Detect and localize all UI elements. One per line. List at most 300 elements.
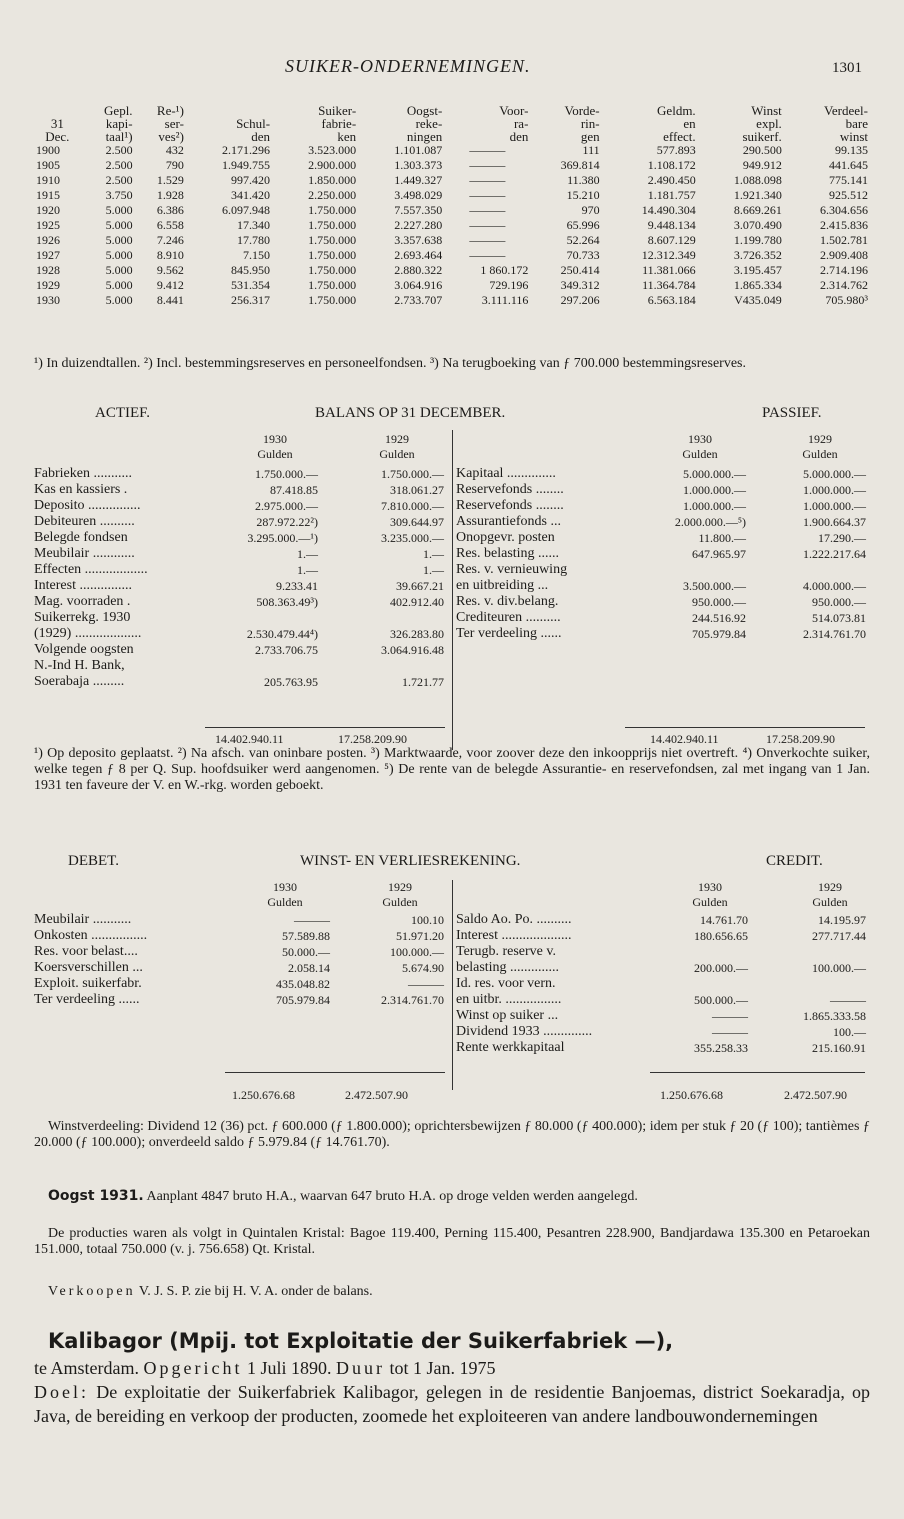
actief-row [34,578,444,594]
actief-value [318,610,444,626]
history-cell: 5.000 [105,278,133,292]
passief-value: 514.073.81 [812,610,866,625]
history-cell: 2.880.322 [394,263,443,277]
history-cell: 2.314.762 [820,278,868,292]
history-cell: 432 [165,143,184,157]
history-column-header [698,104,784,143]
history-table [34,104,870,308]
history-cell: 1920 [36,203,60,217]
credit-row [456,960,866,976]
debet-label: Onkosten ................ [34,928,148,943]
history-cell: 970 [581,203,600,217]
history-cell: 1929 [36,278,60,292]
history-cell: 1.181.757 [647,188,696,202]
actief-row [34,594,444,610]
verkoop-paragraph [48,1284,868,1300]
credit-row [456,992,866,1008]
history-header-line: Gepl. [104,103,133,118]
passief-value: 950.000.— [692,594,746,609]
history-column-header [186,104,272,143]
balans-total-left-1929: 17.258.209.90 [338,732,407,746]
actief-label: Effecten .................. [34,562,148,577]
history-cell: 52.264 [566,233,600,247]
passief-row [456,482,866,498]
history-cell: 6.097.948 [222,203,271,217]
history-cell: 5.000 [105,218,133,232]
passief-row [456,498,866,514]
history-cell: V435.049 [734,293,782,307]
actief-value [194,658,318,674]
balans-total-right-1930: 14.402.940.11 [650,732,719,746]
wv-total-rule-left [225,1072,445,1073]
history-cell: 1925 [36,218,60,232]
passief-row [456,530,866,546]
history-cell: 9.412 [156,278,184,292]
actief-value: 1.750.000.— [255,466,318,481]
debet-label: Meubilair ........... [34,912,132,927]
actief-value: 1.— [423,546,444,561]
actief-value: 1.721.77 [402,674,444,689]
credit-label: Saldo Ao. Po. .......... [456,912,572,927]
debet-value: ——— [408,976,444,991]
passief-row [456,546,866,562]
debet-value: 705.979.84 [276,992,330,1007]
wv-left-1929: 1929 Gulden [382,880,418,909]
history-cell: 790 [165,158,184,172]
balans-title: BALANS OP 31 DECEMBER. [315,405,506,421]
wv-total-right-1930: 1.250.676.68 [660,1088,723,1102]
debet-value: 435.048.82 [276,976,330,991]
history-header-line: Schul- [236,116,271,131]
actief-label: Meubilair ............ [34,546,135,561]
actief-row [34,514,444,530]
passief-value: 4.000.000.— [803,578,866,593]
history-cell: 705.980³ [825,293,868,307]
wv-left-1930: 1930 Gulden [267,880,303,909]
actief-label: Soerabaja ......... [34,674,125,689]
actief-row [34,658,444,674]
history-cell: 1.750.000 [308,293,357,307]
credit-value: ——— [830,992,866,1007]
history-cell: 1928 [36,263,60,277]
history-cell: 8.607.129 [647,233,696,247]
actief-label: Fabrieken ........... [34,466,132,481]
history-header-line: winst [839,129,868,144]
credit-value [748,944,866,960]
history-cell: 3.357.638 [394,233,443,247]
passief-value [746,562,866,578]
actief-label: Kas en kassiers . [34,482,128,497]
history-column-header [444,104,530,143]
history-cell: 3.750 [105,188,133,202]
wv-total-rule-right [650,1072,865,1073]
history-cell: 1905 [36,158,60,172]
actief-value: 1.— [297,562,318,577]
debet-row [34,912,444,928]
history-cell: 5.000 [105,233,133,247]
history-cell: ——— [469,143,506,157]
actief-value: 39.667.21 [396,578,444,593]
history-cell: 2.171.296 [222,143,271,157]
debet-value: 2.058.14 [288,960,330,975]
history-header-line: 31 [50,116,64,131]
passief-label: Res. belasting ...... [456,546,560,561]
winstverdeeling-paragraph: Winstverdeeling: Dividend 12 (36) pct. ƒ 600.000 (ƒ 1.800.000); oprichtersbewijzen ƒ 80.000 (ƒ 400.000); idem per stuk ƒ 20 (ƒ 100); tantièmes ƒ 20.000 (ƒ 100.000); onverdeeld saldo ƒ 5.979.84 (ƒ 14.761.70). [34,1119,870,1150]
history-cell: 11.380 [567,173,600,187]
history-cell: 2.500 [105,158,133,172]
debet-label: Ter verdeeling ...... [34,992,140,1007]
history-cell: 1.949.755 [222,158,271,172]
kalibagor-duur-label: Duur [335,1358,385,1378]
history-column-header [358,104,444,143]
passief-value: 1.000.000.— [803,482,866,497]
actief-value: 9.233.41 [276,578,318,593]
history-cell: 2.500 [105,173,133,187]
credit-value: 355.258.33 [694,1040,748,1055]
running-title: SUIKER-ONDERNEMINGEN. [285,56,531,76]
history-row [34,203,870,218]
wv-debet-table [34,912,444,1008]
balans-divider [452,430,453,750]
actief-value: 3.235.000.— [381,530,444,545]
history-column-header [34,104,81,143]
actief-value: 402.912.40 [390,594,444,609]
history-cell: 5.000 [105,293,133,307]
passief-value: 5.000.000.— [683,466,746,481]
history-header-line: Verdeel- [823,103,868,118]
credit-label: Rente werkkapitaal [456,1040,565,1055]
actief-label: Mag. voorraden . [34,594,131,609]
history-cell: 3.726.352 [733,248,782,262]
actief-value: 287.972.22²) [256,514,318,529]
actief-row [34,674,444,690]
history-cell: 1.928 [156,188,184,202]
history-cell: 12.312.349 [641,248,696,262]
verkoop-label: Verkoopen [48,1284,136,1299]
actief-value: 3.064.916.48 [381,642,444,657]
passief-value: 17.290.— [818,530,866,545]
history-header-line: Re-¹) [156,103,184,118]
history-cell: 1.449.327 [394,173,443,187]
debet-value: 5.674.90 [402,960,444,975]
passief-label: Kapitaal .............. [456,466,556,481]
history-cell: ——— [469,158,506,172]
history-header-line: bare [845,116,868,131]
passief-label: Res. v. vernieuwing [456,562,568,577]
debet-label: Res. voor belast.... [34,944,138,959]
history-footnote: ¹) In duizendtallen. ²) Incl. bestemmingsreserves en personeelfondsen. ³) Na terugboeking van ƒ 700.000 bestemmingsreserves. [34,356,746,371]
history-cell: 1.502.781 [820,233,868,247]
history-cell: 7.557.350 [394,203,443,217]
balans-passief-table [456,466,866,642]
passief-value: 2.314.761.70 [803,626,866,641]
credit-row [456,912,866,928]
history-cell: 1.865.334 [733,278,782,292]
history-cell: 1.850.000 [308,173,357,187]
wv-divider [452,880,453,1090]
history-header-line: fabrie- [321,116,357,131]
credit-label: Dividend 1933 .............. [456,1024,593,1039]
balans-left-1929: 1929 Gulden [379,432,415,461]
debet-row [34,928,444,944]
history-cell: ——— [469,203,506,217]
history-cell: 7.246 [156,233,184,247]
history-row [34,248,870,263]
actief-row [34,626,444,642]
history-cell: 5.000 [105,248,133,262]
history-cell: 3.111.116 [481,293,529,307]
debet-row [34,944,444,960]
history-header-line: ningen [406,129,443,144]
history-header-line: Voor- [499,103,529,118]
history-column-header [530,104,601,143]
passief-value: 11.800.— [698,530,746,545]
history-cell: 3.195.457 [733,263,782,277]
history-cell: ——— [469,188,506,202]
history-cell: 577.893 [656,143,696,157]
passief-value: 1.000.000.— [803,498,866,513]
history-cell: 7.150 [243,248,271,262]
oogst-text: Aanplant 4847 bruto H.A., waarvan 647 bruto H.A. op droge velden werden aangelegd. [146,1189,638,1204]
wv-right-1929: 1929 Gulden [812,880,848,909]
balans-total-rule-left [205,727,445,728]
balans-right-1930: 1930 Gulden [682,432,718,461]
actief-label: Debiteuren .......... [34,514,135,529]
actief-value: 3.295.000.—¹) [247,530,318,545]
history-header-line: Oogst- [406,103,443,118]
actief-row [34,498,444,514]
actief-row [34,642,444,658]
credit-title: CREDIT. [766,853,823,869]
page-number: 1301 [832,60,862,76]
credit-value: 180.656.65 [694,928,748,943]
history-cell: 1.750.000 [308,203,357,217]
history-cell: 1.750.000 [308,263,357,277]
history-cell: 17.780 [237,233,271,247]
history-cell: 3.523.000 [308,143,357,157]
actief-row [34,610,444,626]
history-row [34,278,870,293]
passief-label: Assurantiefonds ... [456,514,561,529]
history-cell: 1900 [36,143,60,157]
actief-row [34,482,444,498]
balans-total-rule-right [625,727,865,728]
passief-label: Ter verdeeling ...... [456,626,562,641]
debet-row [34,992,444,1008]
actief-label: N.-Ind H. Bank, [34,658,125,673]
credit-row [456,944,866,960]
history-cell: 1.088.098 [733,173,782,187]
kalibagor-doel [34,1380,870,1428]
history-cell: 6.563.184 [647,293,696,307]
history-cell: 441.645 [829,158,868,172]
history-header-line: Suiker- [318,103,357,118]
history-header-line: kapi- [105,116,133,131]
actief-value [318,658,444,674]
history-header-line: ra- [513,116,529,131]
history-cell: 1.921.340 [733,188,782,202]
credit-value: 277.717.44 [812,928,866,943]
history-header-line: den [251,129,271,144]
credit-value: 14.761.70 [700,912,748,927]
passief-label: Reservefonds ........ [456,482,564,497]
actief-value: 1.— [297,546,318,561]
actief-value: 205.763.95 [264,674,318,689]
history-cell: 1.750.000 [308,248,357,262]
history-row [34,233,870,248]
history-cell: 11.364.784 [642,278,696,292]
history-header-line: Geldm. [657,103,696,118]
actief-label: Suikerrekg. 1930 [34,610,131,625]
history-cell: 845.950 [231,263,271,277]
history-cell: 297.206 [560,293,600,307]
history-cell: 8.910 [156,248,184,262]
history-cell: 2.900.000 [308,158,357,172]
history-cell: 2.415.836 [820,218,868,232]
passief-value: 1.000.000.— [683,498,746,513]
oogst-label: Oogst 1931. [48,1188,144,1204]
history-cell: 2.693.464 [394,248,443,262]
history-cell: 1.750.000 [308,218,357,232]
history-cell: 1910 [36,173,60,187]
history-cell: 2.250.000 [308,188,357,202]
passief-row [456,466,866,482]
history-cell: ——— [469,173,506,187]
actief-value: 1.— [423,562,444,577]
wv-credit-table [456,912,866,1056]
history-header-line: den [509,129,529,144]
history-cell: 2.500 [105,143,133,157]
passief-row [456,578,866,594]
balans-actief-table [34,466,444,690]
history-cell: 1 860.172 [480,263,529,277]
oogst-paragraph [34,1188,870,1205]
actief-label: (1929) ................... [34,626,142,641]
debet-value: 100.000.— [390,944,444,959]
history-header-line: ken [337,129,357,144]
history-header-line: Vorde- [564,103,600,118]
history-row [34,173,870,188]
passief-row [456,562,866,578]
wv-total-left-1929: 2.472.507.90 [345,1088,408,1102]
credit-label: Terugb. reserve v. [456,944,556,959]
credit-label: Id. res. voor vern. [456,976,556,991]
credit-value [652,976,748,992]
passief-value [624,562,746,578]
history-cell: 531.354 [231,278,271,292]
wv-total-left-1930: 1.250.676.68 [232,1088,295,1102]
history-row [34,218,870,233]
history-header-line: gen [580,129,600,144]
history-cell: 1927 [36,248,60,262]
history-cell: 3.070.490 [733,218,782,232]
history-cell: 15.210 [566,188,600,202]
passief-label: Onopgevr. posten [456,530,555,545]
passief-row [456,626,866,642]
history-cell: 349.312 [560,278,600,292]
history-cell: 341.420 [231,188,271,202]
history-header-line: Winst [751,103,782,118]
credit-value: 200.000.— [694,960,748,975]
credit-value: 14.195.97 [818,912,866,927]
kalibagor-doel-text: De exploitatie der Suikerfabriek Kalibagor, gelegen in de residentie Banjoemas, district Soekaradja, op Java, de bereiding en verkoop der producten, zoomede het exploiteeren van andere landbouwondernemingen [34,1382,871,1426]
history-cell: 2.714.196 [820,263,868,277]
passief-label: en uitbreiding ... [456,578,549,593]
history-column-header [784,104,870,143]
balans-total-left-1930: 14.402.940.11 [215,732,284,746]
passief-value: 244.516.92 [692,610,746,625]
kalibagor-title: Kalibagor (Mpij. tot Exploitatie der Suikerfabriek —), [48,1329,674,1353]
actief-value: 309.644.97 [390,514,444,529]
history-header-line: taal¹) [105,129,133,144]
verkoop-text: V. J. S. P. zie bij H. V. A. onder de balans. [138,1284,373,1299]
history-column-header [602,104,698,143]
passief-value: 1.222.217.64 [803,546,866,561]
history-cell: 65.996 [566,218,600,232]
actief-value: 1.750.000.— [381,466,444,481]
history-cell: 5.000 [105,263,133,277]
history-cell: 14.490.304 [641,203,696,217]
debet-value: 2.314.761.70 [381,992,444,1007]
balans-notes: ¹) Op deposito geplaatst. ²) Na afsch. van oninbare posten. ³) Marktwaarde, voor zoover deze den inkoopprijs niet overtreft. ⁴) Onverkochte suiker, welke tegen ƒ 8 per Q. Sup. hoofdsuiker werd aangenomen. ⁵) De rente van de belegde Assurantie- en reservefondsen, zal met ingang van 1 Jan. 1931 ten faveure der V. en W.-rkg. worden geboekt. [34,746,870,793]
wv-title: WINST- EN VERLIESREKENING. [300,853,521,869]
history-cell: 5.000 [105,203,133,217]
history-cell: 2.227.280 [394,218,443,232]
debet-label: Exploit. suikerfabr. [34,976,142,991]
credit-value: 100.000.— [812,960,866,975]
history-column-header [135,104,186,143]
actief-value: 7.810.000.— [381,498,444,513]
actief-value: 508.363.49³) [256,594,318,609]
actief-value: 2.530.479.44⁴) [246,626,318,641]
credit-value: 1.865.333.58 [803,1008,866,1023]
credit-value: 215.160.91 [812,1040,866,1055]
balans-right-1929: 1929 Gulden [802,432,838,461]
history-cell: 111 [582,143,600,157]
actief-label: Interest ............... [34,578,132,593]
credit-label: Interest .................... [456,928,572,943]
history-cell: 2.490.450 [647,173,696,187]
credit-value: 100.— [833,1024,866,1039]
history-cell: ——— [469,233,506,247]
history-cell: 290.500 [742,143,782,157]
history-row [34,158,870,173]
history-cell: 256.317 [231,293,271,307]
history-cell: 6.558 [156,218,184,232]
debet-value: 50.000.— [282,944,330,959]
credit-row [456,928,866,944]
debet-value: ——— [294,912,330,927]
debet-row [34,976,444,992]
history-cell: 99.135 [835,143,868,157]
history-cell: 949.912 [742,158,782,172]
wv-total-right-1929: 2.472.507.90 [784,1088,847,1102]
passief-label: Crediteuren .......... [456,610,561,625]
history-cell: 1915 [36,188,60,202]
history-cell: 8.441 [156,293,184,307]
balans-left-1930: 1930 Gulden [257,432,293,461]
history-header-line: ves²) [158,129,184,144]
producties-paragraph: De producties waren als volgt in Quintalen Kristal: Bagoe 119.400, Perning 115.400, Pesantren 228.900, Bandjardawa 135.300 en Petaroekan 151.000, totaal 750.000 (v. j. 756.658) Qt. Kristal. [34,1226,870,1257]
actief-row [34,466,444,482]
history-cell: 250.414 [560,263,600,277]
actief-label: Belegde fondsen [34,530,128,545]
passief-value: 1.000.000.— [683,482,746,497]
history-cell: 1930 [36,293,60,307]
passief-value: 950.000.— [812,594,866,609]
debet-label: Koersverschillen ... [34,960,143,975]
actief-value: 318.061.27 [390,482,444,497]
